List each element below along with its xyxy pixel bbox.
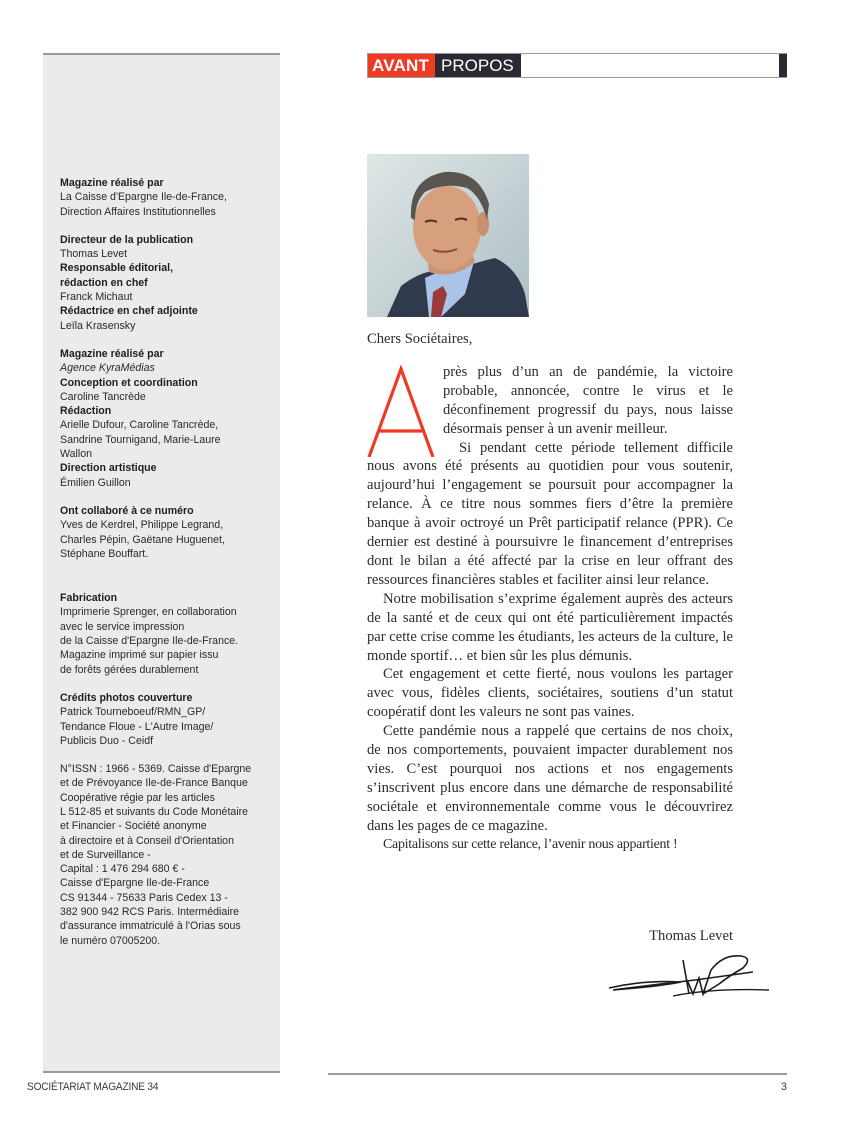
colophon-label: Conception et coordination [60, 376, 198, 389]
dropcap-letter-a [365, 365, 437, 457]
colophon-label: Crédits photos couverture [60, 691, 193, 704]
legal-line: et Financier - Société anonyme [60, 820, 207, 833]
colophon-label: Fabrication [60, 592, 118, 605]
colophon [60, 176, 275, 962]
legal-line: 382 900 942 RCS Paris. Intermédiaire [60, 906, 240, 919]
colophon-value: Yves de Kerdrel, Philippe Legrand, [60, 519, 224, 532]
section-header-rule [521, 54, 779, 77]
salutation: Chers Sociétaires, [367, 331, 473, 347]
editorial-letter [367, 330, 733, 854]
letter-paragraph: Notre mobilisation s’exprime également auprès des acteurs de la santé et de ceux qui ont été particulièrement impactés par cette crise comme les étudiants, les acteurs de la culture, le monde sportif… et bien sûr les plus démunis. [367, 590, 733, 664]
footer-rule [328, 1073, 787, 1075]
colophon-value: Direction Affaires Institutionnelles [60, 205, 216, 218]
letter-paragraph [367, 363, 733, 439]
colophon-section-agency [60, 347, 275, 490]
colophon-section-contributors [60, 504, 275, 561]
letter-paragraph: Cet engagement et cette fierté, nous voulons les partager avec vous, fidèles clients, sociétaires, soutiens d’un statut coopératif dont les valeurs ne sont pas vaines. [367, 666, 733, 721]
colophon-label: Rédactrice en chef adjointe [60, 305, 198, 318]
colophon-value: Magazine imprimé sur papier issu [60, 649, 219, 662]
colophon-value: La Caisse d'Epargne Ile-de-France, [60, 191, 227, 204]
colophon-value: Patrick Tourneboeuf/RMN_GP/ [60, 706, 206, 719]
colophon-section-producer [60, 176, 275, 219]
colophon-section-editorial [60, 233, 275, 333]
colophon-value: de forêts gérées durablement [60, 663, 199, 676]
section-header-endcap [779, 54, 787, 77]
colophon-value: Leïla Krasensky [60, 319, 136, 332]
letter-paragraph: Si pendant cette période tellement difficile nous avons été présents au quotidien pour vous soutenir, aujourd’hui l’engagement se poursuit pour accompagner la relance. À ce titre nous sommes fiers d’être la première banque à avoir octroyé un Prêt participatif relance (PPR). Ce dernier est destiné à poursuivre le financement d’entreprises dont le bilan a été affecté par la crise en leur offrant des ressources financières stables et faciliter ainsi leur relance. [367, 439, 733, 588]
legal-line: d'assurance immatriculé à l'Orias sous [60, 920, 241, 933]
colophon-value: Franck Michaut [60, 291, 133, 304]
letter-closing: Capitalisons sur cette relance, l’avenir nous appartient ! [383, 836, 678, 852]
legal-line: L 512-85 et suivants du Code Monétaire [60, 805, 249, 818]
portrait-illustration [367, 154, 529, 317]
colophon-label: Magazine réalisé par [60, 177, 164, 189]
colophon-value: Émilien Guillon [60, 476, 131, 489]
legal-line: N°ISSN : 1966 - 5369. Caisse d'Epargne [60, 763, 252, 776]
handwritten-signature [603, 950, 773, 1000]
colophon-value: Wallon [60, 448, 92, 461]
colophon-value: Agence KyraMédias [60, 362, 155, 375]
footer-publication-name: SOCIÉTARIAT MAGAZINE 34 [27, 1081, 159, 1093]
section-header [367, 53, 787, 78]
colophon-value: Thomas Levet [60, 248, 128, 261]
colophon-value: Arielle Dufour, Caroline Tancrède, [60, 419, 219, 432]
legal-line: à directoire et à Conseil d'Orientation [60, 834, 234, 847]
colophon-value: Stéphane Bouffart. [60, 547, 149, 560]
signature-name: Thomas Levet [649, 928, 733, 944]
colophon-label: Direction artistique [60, 462, 157, 475]
paragraph-text: près plus d’un an de pandémie, la victoire probable, annoncée, contre le virus et le déconfinement progressif du pays, nous laisse désormais penser à un avenir meilleur. [443, 363, 733, 437]
colophon-value: Sandrine Tournigand, Marie-Laure [60, 433, 221, 446]
colophon-value: Caroline Tancrède [60, 390, 146, 403]
colophon-section-photo-credits [60, 691, 275, 748]
colophon-label: Magazine réalisé par [60, 347, 164, 360]
colophon-legal-notice [60, 762, 275, 948]
colophon-label: Ont collaboré à ce numéro [60, 504, 194, 517]
colophon-value: avec le service impression [60, 620, 185, 633]
letter-paragraph: Cette pandémie nous a rappelé que certains de nos choix, de nos comportements, pouvaient impacter durablement nos vies. C’est pourquoi nos actions et nos engagements s’inscrivent plus encore dans une démarche de responsabilité sociétale et environnementale comme vous le découvrirez dans les pages de ce magazine. [367, 723, 733, 834]
colophon-label: rédaction en chef [60, 276, 148, 289]
colophon-label: Directeur de la publication [60, 233, 194, 246]
colophon-label: Responsable éditorial, [60, 262, 174, 275]
colophon-value: Tendance Floue - L'Autre Image/ [60, 720, 214, 733]
legal-line: et de Surveillance - [60, 848, 151, 861]
page-number: 3 [780, 1081, 787, 1093]
author-portrait [367, 154, 529, 317]
section-header-highlight: AVANT [368, 54, 435, 77]
legal-line: CS 91344 - 75633 Paris Cedex 13 - [60, 891, 228, 904]
legal-line: Caisse d'Epargne Ile-de-France [60, 877, 210, 890]
section-header-title: PROPOS [435, 54, 521, 77]
colophon-value: Publicis Duo - Ceidf [60, 734, 154, 747]
legal-line: Coopérative régie par les articles [60, 791, 215, 804]
legal-line: Capital : 1 476 294 680 € - [60, 863, 185, 876]
colophon-label: Rédaction [60, 405, 112, 418]
colophon-section-fabrication [60, 591, 275, 677]
colophon-value: de la Caisse d'Epargne Ile-de-France. [60, 635, 239, 648]
colophon-value: Imprimerie Sprenger, en collaboration [60, 606, 237, 619]
legal-line: et de Prévoyance Ile-de-France Banque [60, 777, 248, 790]
colophon-value: Charles Pépin, Gaëtane Huguenet, [60, 533, 225, 546]
legal-line: le numéro 07005200. [60, 934, 161, 947]
